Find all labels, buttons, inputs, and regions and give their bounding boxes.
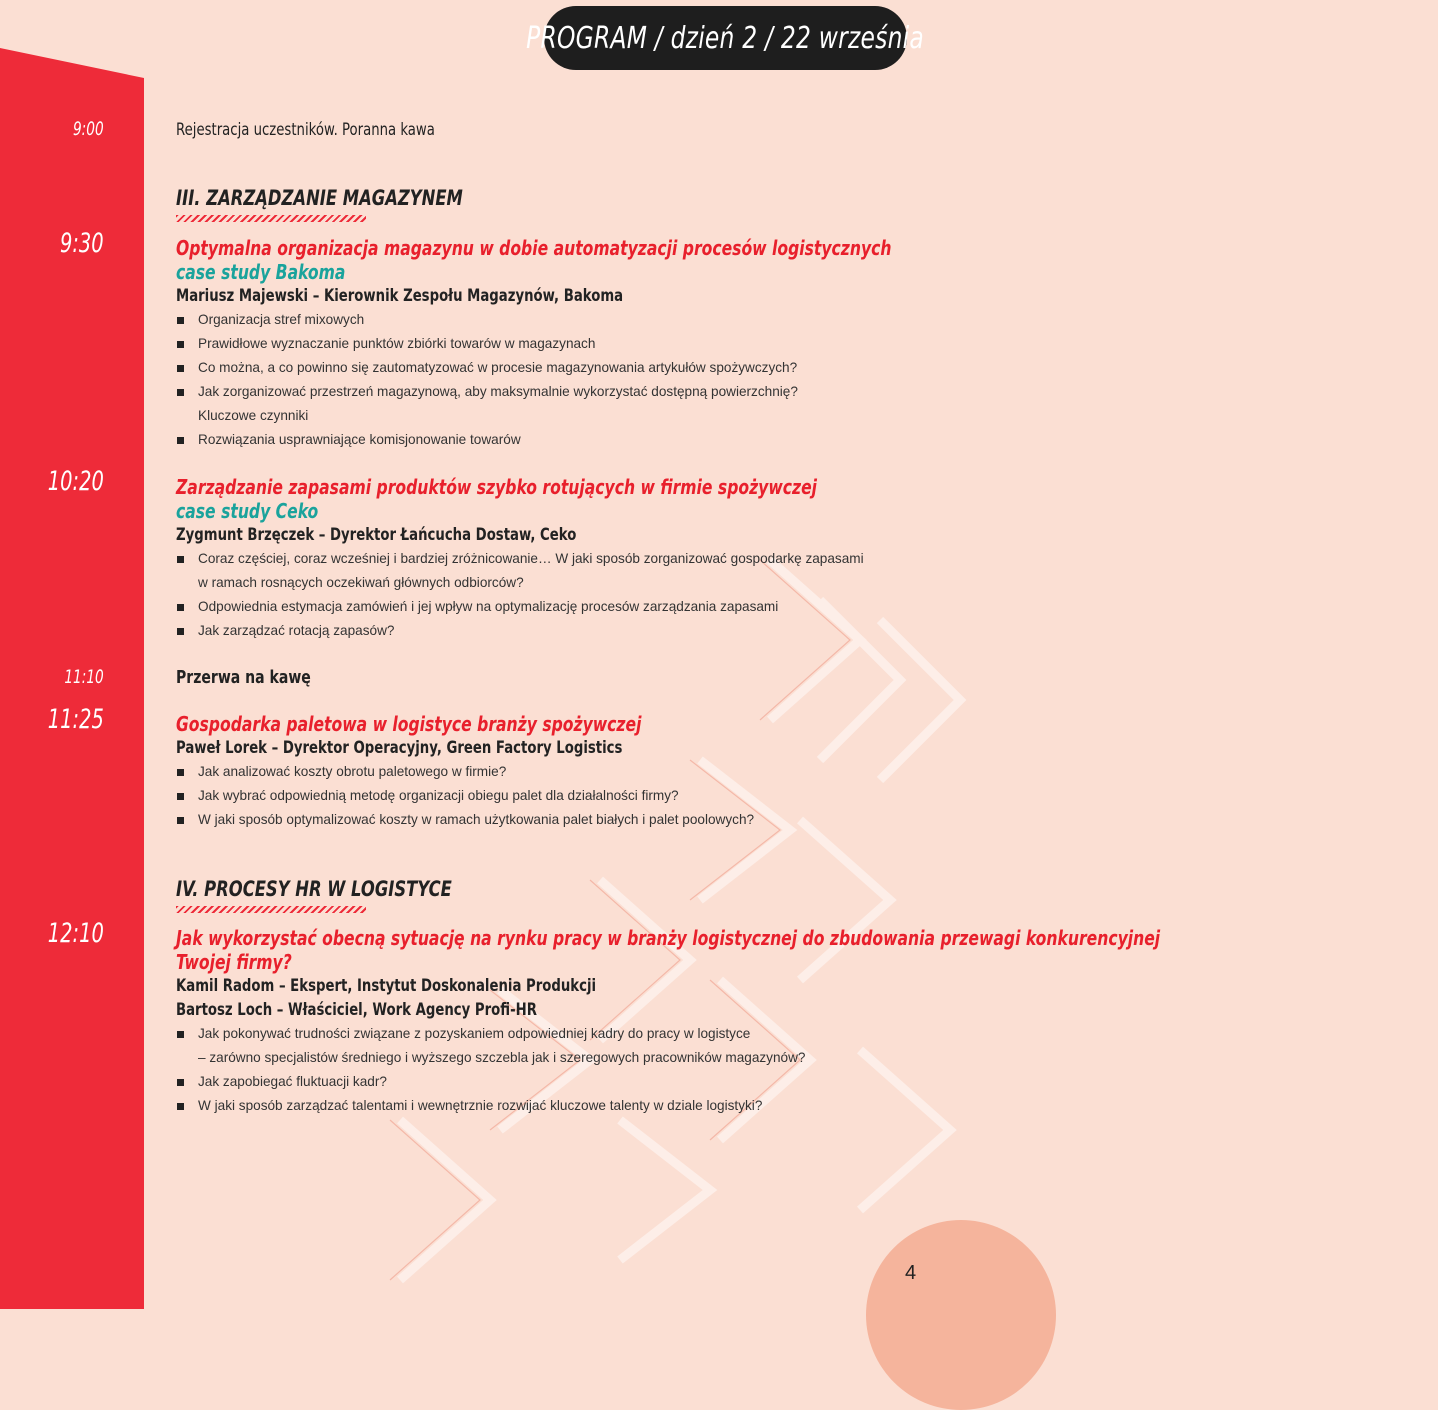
section-4-heading: IV. PROCESY HR W LOGISTYCE xyxy=(176,877,452,901)
list-item: Odpowiednia estymacja zamówień i jej wpływ na optymalizację procesów zarządzania zapasami xyxy=(176,595,998,619)
list-item: Kluczowe czynniki xyxy=(198,408,309,423)
talk-block-3 xyxy=(176,712,773,832)
list-item: Organizacja stref mixowych xyxy=(176,308,1093,332)
case-study-label: case study Ceko xyxy=(176,499,319,523)
time-12-10: 12:10 xyxy=(47,918,104,949)
registration-line: Rejestracja uczestników. Poranna kawa xyxy=(176,120,435,140)
list-item: Jak zorganizować przestrzeń magazynową, aby maksymalnie wykorzystać dostępną powierzchnię? xyxy=(176,380,1093,404)
time-9-30: 9:30 xyxy=(60,228,104,259)
list-item: Jak pokonywać trudności związane z pozyskaniem odpowiedniej kadry do pracy w logistyce xyxy=(176,1022,1438,1046)
list-item: Prawidłowe wyznaczanie punktów zbiórki towarów w magazynach xyxy=(176,332,1093,356)
talk-block-2 xyxy=(176,475,998,643)
coffee-break: Przerwa na kawę xyxy=(176,667,311,688)
speaker-name-2: Bartosz Loch – Właściciel, Work Agency Profi-HR xyxy=(176,1000,537,1020)
page-number: 4 xyxy=(905,1262,917,1284)
talk-bullets xyxy=(176,547,998,643)
talk-title-line-2: Twojej firmy? xyxy=(176,950,292,974)
list-item: – zarówno specjalistów średniego i wyższego szczebla jak i szeregowych pracowników magazynów? xyxy=(198,1050,806,1065)
talk-bullets xyxy=(176,308,1093,452)
talk-title: Optymalna organizacja magazynu w dobie automatyzacji procesów logistycznych xyxy=(176,236,892,260)
talk-bullets xyxy=(176,760,773,832)
time-10-20: 10:20 xyxy=(47,466,104,497)
talk-title-line-1: Jak wykorzystać obecną sytuację na rynku pracy w branży logistycznej do zbudowania przewagi konkurencyjnej xyxy=(176,926,1161,950)
page-number-circle xyxy=(866,1220,1056,1410)
list-item: Jak zapobiegać fluktuacji kadr? xyxy=(176,1070,1438,1094)
page-title: PROGRAM / dzień 2 / 22 września xyxy=(526,20,925,56)
list-item: Rozwiązania usprawniające komisjonowanie towarów xyxy=(176,428,1093,452)
list-item: Jak analizować koszty obrotu paletowego w firmie? xyxy=(176,760,773,784)
section-4-hatch-divider xyxy=(176,906,366,913)
speaker-name-1: Kamil Radom – Ekspert, Instytut Doskonalenia Produkcji xyxy=(176,976,597,996)
time-11-25: 11:25 xyxy=(47,704,104,735)
list-item: Co można, a co powinno się zautomatyzować w procesie magazynowania artykułów spożywczych? xyxy=(176,356,1093,380)
list-item: Coraz częściej, coraz wcześniej i bardziej zróżnicowanie… W jaki sposób zorganizować gospodarkę zapasami xyxy=(176,547,998,571)
talk-block-4 xyxy=(176,926,1438,1118)
list-item: w ramach rosnących oczekiwań głównych odbiorców? xyxy=(198,575,524,590)
case-study-label: case study Bakoma xyxy=(176,260,346,284)
section-3-hatch-divider xyxy=(176,215,366,222)
list-item: W jaki sposób zarządzać talentami i wewnętrznie rozwijać kluczowe talenty w dziale logistyki? xyxy=(176,1094,1438,1118)
time-11-10: 11:10 xyxy=(64,666,104,688)
talk-block-1 xyxy=(176,236,1093,452)
section-3-heading: III. ZARZĄDZANIE MAGAZYNEM xyxy=(176,186,463,210)
speaker-name: Zygmunt Brzęczek – Dyrektor Łańcucha Dostaw, Ceko xyxy=(176,525,577,545)
header-pill xyxy=(526,6,925,70)
list-item: Jak zarządzać rotacją zapasów? xyxy=(176,619,998,643)
talk-title: Zarządzanie zapasami produktów szybko rotujących w firmie spożywczej xyxy=(176,475,818,499)
list-item: Jak wybrać odpowiednią metodę organizacji obiegu palet dla działalności firmy? xyxy=(176,784,773,808)
speaker-name: Mariusz Majewski – Kierownik Zespołu Magazynów, Bakoma xyxy=(176,286,624,306)
talk-title: Gospodarka paletowa w logistyce branży spożywczej xyxy=(176,712,642,736)
time-9-00: 9:00 xyxy=(73,118,104,140)
speaker-name: Paweł Lorek – Dyrektor Operacyjny, Green Factory Logistics xyxy=(176,738,623,758)
list-item: W jaki sposób optymalizować koszty w ramach użytkowania palet białych i palet poolowych? xyxy=(176,808,773,832)
talk-bullets xyxy=(176,1022,1438,1118)
